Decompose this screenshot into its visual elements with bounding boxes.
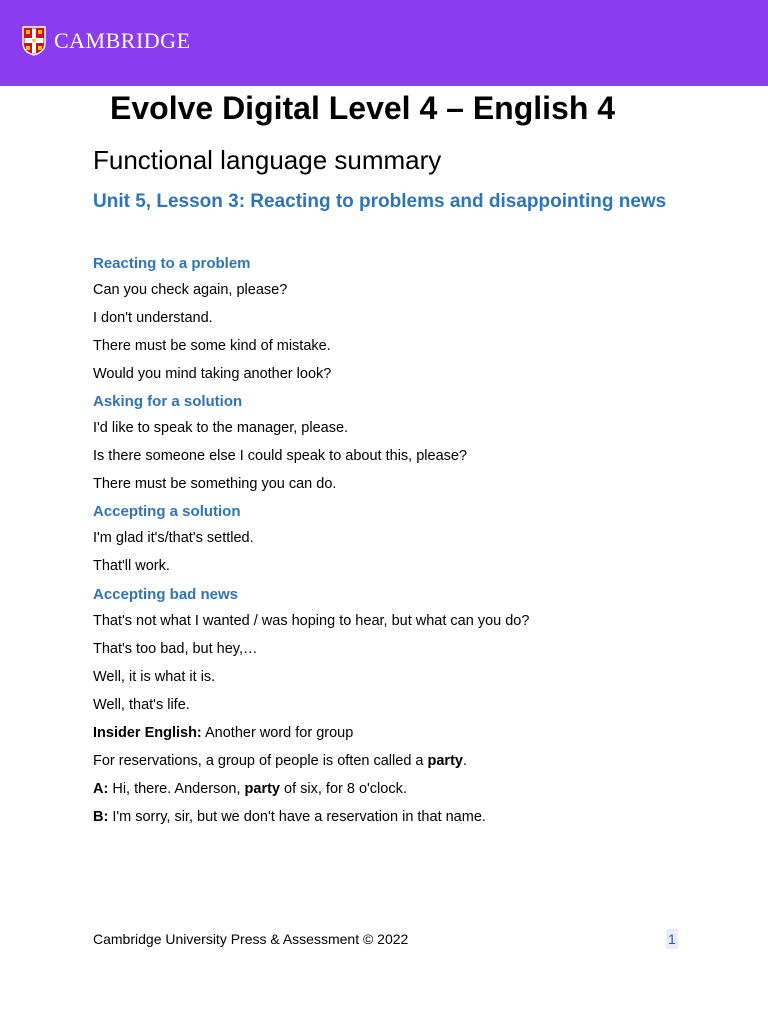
phrase-line: That's not what I wanted / was hoping to hear, but what can you do?	[93, 613, 530, 629]
speaker-b: B:	[93, 809, 109, 825]
explanation-text: For reservations, a group of people is often called a	[93, 753, 428, 769]
section-heading: Accepting bad news	[93, 586, 239, 603]
dialogue-line-a	[93, 779, 407, 799]
header-band	[0, 0, 768, 86]
phrase-line: Would you mind taking another look?	[93, 366, 332, 382]
footer-copyright: Cambridge University Press & Assessment © 2022	[93, 931, 409, 947]
page-number-link[interactable]: 1	[668, 931, 676, 947]
phrase-line: Is there someone else I could speak to about this, please?	[93, 448, 468, 464]
section-heading: Asking for a solution	[93, 393, 243, 410]
insider-explanation	[93, 751, 467, 771]
phrase-line: There must be some kind of mistake.	[93, 338, 331, 354]
phrase-line: There must be something you can do.	[93, 476, 337, 492]
explanation-end: .	[462, 753, 467, 769]
phrase-line: I'd like to speak to the manager, please.	[93, 420, 349, 436]
cambridge-logo	[22, 26, 191, 56]
document-subtitle: Functional language summary	[93, 145, 442, 175]
phrase-line: I'm glad it's/that's settled.	[93, 530, 254, 546]
section-heading: Reacting to a problem	[93, 255, 251, 272]
keyword-party: party	[244, 781, 280, 797]
phrase-line: Can you check again, please?	[93, 282, 288, 298]
section-heading: Accepting a solution	[93, 503, 241, 520]
insider-english-label: Insider English:	[93, 725, 202, 741]
cambridge-crest-icon	[22, 26, 46, 56]
phrase-line: That's too bad, but hey,…	[93, 641, 258, 657]
phrase-line: I don't understand.	[93, 310, 213, 326]
dialogue-b-text: I'm sorry, sir, but we don't have a reservation in that name.	[108, 809, 486, 825]
dialogue-a-text: Hi, there. Anderson,	[108, 781, 245, 797]
phrase-line: Well, it is what it is.	[93, 669, 216, 685]
phrase-line: Well, that's life.	[93, 697, 190, 713]
dialogue-line-b	[93, 807, 486, 827]
keyword-party: party	[427, 753, 463, 769]
insider-english-text: Another word for group	[201, 725, 354, 741]
insider-english-line	[93, 723, 353, 743]
speaker-a: A:	[93, 781, 109, 797]
document-title: Evolve Digital Level 4 – English 4	[110, 90, 616, 126]
phrase-line: That'll work.	[93, 558, 170, 574]
brand-name: CAMBRIDGE	[54, 28, 191, 53]
dialogue-a-end: of six, for 8 o'clock.	[280, 781, 407, 797]
lesson-title: Unit 5, Lesson 3: Reacting to problems and disappointing news	[93, 191, 667, 212]
